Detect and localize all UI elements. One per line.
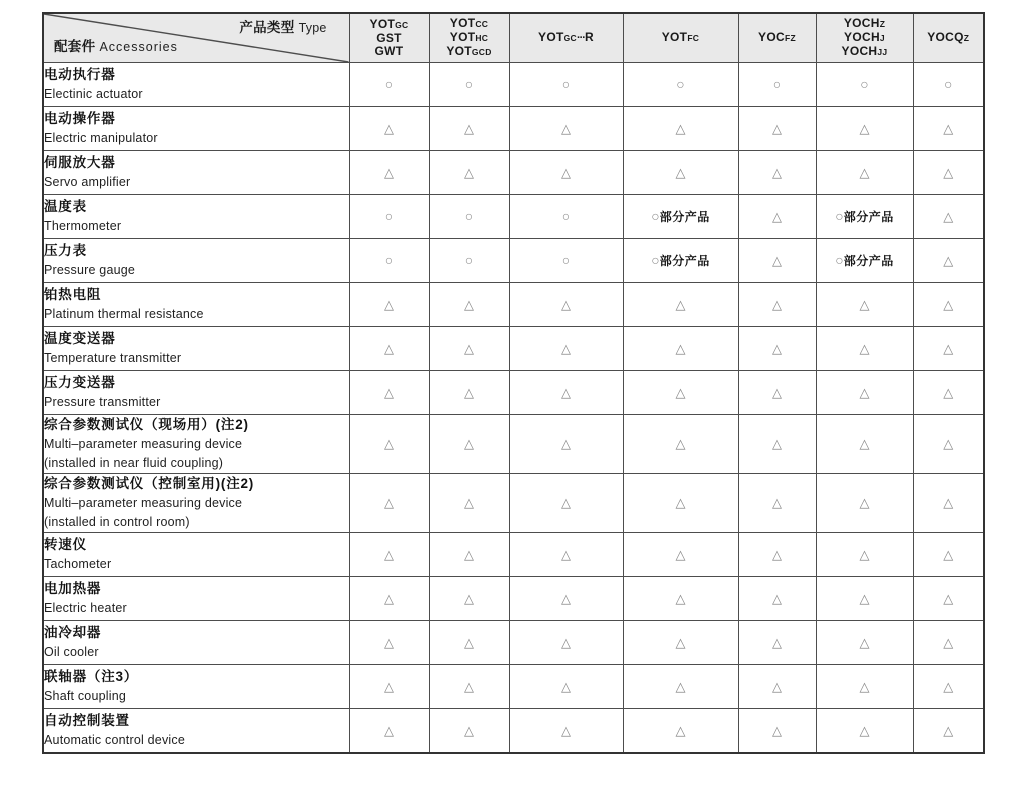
compatibility-cell xyxy=(816,107,913,151)
compatibility-cell xyxy=(913,327,984,371)
compatibility-cell xyxy=(913,371,984,415)
triangle-symbol: △ xyxy=(772,678,782,694)
compatibility-cell xyxy=(429,577,509,621)
accessories-zh: 配套件 xyxy=(54,39,96,54)
compatibility-cell xyxy=(349,63,429,107)
triangle-symbol: △ xyxy=(859,634,870,650)
column-header-yot-gc-gst-gwt: YOTGC GST GWT xyxy=(349,13,429,63)
table-row xyxy=(43,577,984,621)
triangle-symbol: △ xyxy=(859,722,870,738)
triangle-symbol: △ xyxy=(384,722,394,738)
compatibility-cell xyxy=(816,533,913,577)
table-row xyxy=(43,151,984,195)
partial-products-label: 部分产品 xyxy=(843,209,894,224)
row-label-zh: 联轴器（注3） xyxy=(44,669,139,684)
triangle-symbol: △ xyxy=(675,678,686,694)
compatibility-cell xyxy=(509,151,623,195)
compatibility-cell xyxy=(429,239,509,283)
triangle-symbol: △ xyxy=(561,590,571,606)
accessories-en: Accessories xyxy=(99,40,178,54)
compatibility-cell xyxy=(429,709,509,753)
compatibility-cell xyxy=(913,63,984,107)
table-row xyxy=(43,709,984,753)
triangle-symbol: △ xyxy=(675,164,686,180)
compatibility-cell xyxy=(349,709,429,753)
compatibility-cell xyxy=(738,239,816,283)
triangle-symbol: △ xyxy=(384,296,394,312)
triangle-symbol: △ xyxy=(464,120,474,136)
compatibility-cell xyxy=(913,107,984,151)
row-label-en: Temperature transmitter xyxy=(44,351,182,365)
column-header-yot-fc: YOTFC xyxy=(623,13,738,63)
triangle-symbol: △ xyxy=(464,296,474,312)
column-header-yot-cc-hc-gcd: YOTCC YOTHC YOTGCD xyxy=(429,13,509,63)
row-label-zh: 伺服放大器 xyxy=(44,155,116,170)
compatibility-cell xyxy=(509,577,623,621)
circle-symbol: ○ xyxy=(944,76,953,93)
compatibility-cell xyxy=(623,195,738,239)
row-label-en: Electric manipulator xyxy=(44,131,158,145)
table-row xyxy=(43,107,984,151)
triangle-symbol: △ xyxy=(675,296,686,312)
circle-symbol: ○ xyxy=(561,76,571,93)
triangle-symbol: △ xyxy=(675,120,686,136)
row-label-zh: 温度表 xyxy=(44,199,87,214)
partial-products-label: 部分产品 xyxy=(659,209,710,224)
compatibility-cell xyxy=(349,151,429,195)
compatibility-cell xyxy=(816,239,913,283)
diagonal-corner-cell xyxy=(43,13,349,63)
product-type-zh: 产品类型 xyxy=(239,20,295,35)
compatibility-cell xyxy=(816,474,913,533)
compatibility-cell xyxy=(349,195,429,239)
triangle-symbol: △ xyxy=(772,384,782,400)
triangle-symbol: △ xyxy=(772,252,782,268)
triangle-symbol: △ xyxy=(943,722,954,738)
triangle-symbol: △ xyxy=(943,340,954,356)
column-header-yoc-fz: YOCFZ xyxy=(738,13,816,63)
triangle-symbol: △ xyxy=(561,495,571,511)
circle-symbol: ○ xyxy=(651,252,660,269)
compatibility-cell xyxy=(349,533,429,577)
compatibility-cell xyxy=(816,665,913,709)
compatibility-cell xyxy=(816,283,913,327)
compatibility-cell xyxy=(509,621,623,665)
triangle-symbol: △ xyxy=(943,252,954,268)
triangle-symbol: △ xyxy=(464,678,474,694)
triangle-symbol: △ xyxy=(772,590,782,606)
triangle-symbol: △ xyxy=(943,296,954,312)
row-label-zh: 温度变送器 xyxy=(44,331,116,346)
compatibility-cell xyxy=(509,107,623,151)
compatibility-cell xyxy=(349,577,429,621)
compatibility-cell xyxy=(623,327,738,371)
triangle-symbol: △ xyxy=(943,546,954,562)
circle-symbol: ○ xyxy=(860,76,869,93)
row-label-en: Electinic actuator xyxy=(44,87,143,101)
triangle-symbol: △ xyxy=(772,546,782,562)
row-label-zh: 电加热器 xyxy=(44,581,102,596)
compatibility-cell xyxy=(429,107,509,151)
triangle-symbol: △ xyxy=(464,722,474,738)
row-label xyxy=(43,327,349,371)
compatibility-cell xyxy=(509,474,623,533)
triangle-symbol: △ xyxy=(943,634,954,650)
compatibility-cell xyxy=(349,665,429,709)
compatibility-cell xyxy=(816,63,913,107)
row-label-en: (installed in near fluid coupling) xyxy=(44,456,224,470)
row-label xyxy=(43,371,349,415)
circle-symbol: ○ xyxy=(561,252,571,269)
compatibility-cell xyxy=(623,239,738,283)
triangle-symbol: △ xyxy=(675,384,686,400)
row-label xyxy=(43,63,349,107)
triangle-symbol: △ xyxy=(675,436,686,452)
triangle-symbol: △ xyxy=(772,208,782,224)
row-label-zh: 油冷却器 xyxy=(44,625,102,640)
compatibility-cell xyxy=(349,107,429,151)
row-label xyxy=(43,195,349,239)
row-label xyxy=(43,415,349,474)
compatibility-cell xyxy=(738,283,816,327)
row-label xyxy=(43,665,349,709)
triangle-symbol: △ xyxy=(675,495,686,511)
row-label xyxy=(43,577,349,621)
compatibility-cell xyxy=(738,327,816,371)
triangle-symbol: △ xyxy=(561,546,571,562)
triangle-symbol: △ xyxy=(772,296,782,312)
compatibility-cell xyxy=(429,371,509,415)
triangle-symbol: △ xyxy=(464,384,474,400)
compatibility-cell xyxy=(623,533,738,577)
circle-symbol: ○ xyxy=(676,76,685,93)
triangle-symbol: △ xyxy=(561,120,571,136)
compatibility-cell xyxy=(429,195,509,239)
table-row xyxy=(43,533,984,577)
row-label-zh: 综合参数测试仪（控制室用)(注2) xyxy=(44,476,255,491)
row-label xyxy=(43,621,349,665)
compatibility-cell xyxy=(429,533,509,577)
triangle-symbol: △ xyxy=(561,722,571,738)
triangle-symbol: △ xyxy=(464,634,474,650)
triangle-symbol: △ xyxy=(384,546,394,562)
compatibility-cell xyxy=(738,151,816,195)
triangle-symbol: △ xyxy=(859,120,870,136)
circle-symbol: ○ xyxy=(464,252,474,269)
compatibility-cell xyxy=(816,371,913,415)
compatibility-cell xyxy=(738,415,816,474)
compatibility-cell xyxy=(623,107,738,151)
triangle-symbol: △ xyxy=(943,208,954,224)
row-label-en: Servo amplifier xyxy=(44,175,131,189)
compatibility-cell xyxy=(738,107,816,151)
compatibility-cell xyxy=(509,283,623,327)
table-row xyxy=(43,474,984,533)
triangle-symbol: △ xyxy=(675,634,686,650)
accessories-compatibility-table xyxy=(42,12,985,754)
compatibility-cell xyxy=(816,621,913,665)
compatibility-cell xyxy=(349,283,429,327)
compatibility-cell xyxy=(913,533,984,577)
triangle-symbol: △ xyxy=(675,590,686,606)
circle-symbol: ○ xyxy=(384,252,394,269)
triangle-symbol: △ xyxy=(384,590,394,606)
table-row xyxy=(43,195,984,239)
triangle-symbol: △ xyxy=(561,436,571,452)
triangle-symbol: △ xyxy=(943,678,954,694)
row-label-zh: 电动执行器 xyxy=(44,67,116,82)
triangle-symbol: △ xyxy=(772,164,782,180)
circle-symbol: ○ xyxy=(384,76,394,93)
table-row xyxy=(43,371,984,415)
compatibility-cell xyxy=(816,151,913,195)
triangle-symbol: △ xyxy=(384,120,394,136)
compatibility-cell xyxy=(429,327,509,371)
compatibility-cell xyxy=(509,533,623,577)
compatibility-cell xyxy=(816,415,913,474)
triangle-symbol: △ xyxy=(464,340,474,356)
triangle-symbol: △ xyxy=(561,296,571,312)
triangle-symbol: △ xyxy=(464,164,474,180)
triangle-symbol: △ xyxy=(561,340,571,356)
compatibility-cell xyxy=(509,63,623,107)
compatibility-cell xyxy=(429,474,509,533)
row-label-en: Multi–parameter measuring device xyxy=(44,437,243,451)
row-label-zh: 电动操作器 xyxy=(44,111,116,126)
row-label-zh: 铂热电阻 xyxy=(44,287,102,302)
compatibility-cell xyxy=(623,415,738,474)
compatibility-cell xyxy=(509,415,623,474)
triangle-symbol: △ xyxy=(772,722,782,738)
corner-label-accessories xyxy=(54,38,178,57)
row-label-en: Pressure transmitter xyxy=(44,395,161,409)
triangle-symbol: △ xyxy=(384,495,394,511)
compatibility-cell xyxy=(738,195,816,239)
compatibility-cell xyxy=(738,533,816,577)
row-label-en: Tachometer xyxy=(44,557,112,571)
circle-symbol: ○ xyxy=(464,208,474,225)
triangle-symbol: △ xyxy=(943,164,954,180)
triangle-symbol: △ xyxy=(384,678,394,694)
circle-symbol: ○ xyxy=(464,76,474,93)
column-header-yocq-z: YOCQZ xyxy=(913,13,984,63)
compatibility-cell xyxy=(429,665,509,709)
row-label xyxy=(43,151,349,195)
triangle-symbol: △ xyxy=(561,164,571,180)
circle-symbol: ○ xyxy=(835,208,844,225)
compatibility-cell xyxy=(349,371,429,415)
compatibility-cell xyxy=(349,474,429,533)
compatibility-cell xyxy=(816,577,913,621)
triangle-symbol: △ xyxy=(464,590,474,606)
row-label-zh: 压力变送器 xyxy=(44,375,116,390)
header-row xyxy=(43,13,984,63)
compatibility-cell xyxy=(913,151,984,195)
triangle-symbol: △ xyxy=(772,634,782,650)
column-header-yot-gc-r: YOTGC···R xyxy=(509,13,623,63)
compatibility-cell xyxy=(509,195,623,239)
triangle-symbol: △ xyxy=(859,296,870,312)
triangle-symbol: △ xyxy=(943,384,954,400)
triangle-symbol: △ xyxy=(464,436,474,452)
triangle-symbol: △ xyxy=(772,340,782,356)
compatibility-cell xyxy=(509,371,623,415)
triangle-symbol: △ xyxy=(561,384,571,400)
circle-symbol: ○ xyxy=(384,208,394,225)
compatibility-cell xyxy=(509,327,623,371)
triangle-symbol: △ xyxy=(384,340,394,356)
triangle-symbol: △ xyxy=(675,340,686,356)
compatibility-cell xyxy=(429,283,509,327)
compatibility-cell xyxy=(738,665,816,709)
compatibility-cell xyxy=(429,151,509,195)
compatibility-cell xyxy=(816,195,913,239)
row-label-en: Multi–parameter measuring device xyxy=(44,496,243,510)
compatibility-cell xyxy=(623,63,738,107)
row-label-en: Pressure gauge xyxy=(44,263,136,277)
compatibility-cell xyxy=(509,709,623,753)
table-row xyxy=(43,63,984,107)
compatibility-cell xyxy=(349,239,429,283)
triangle-symbol: △ xyxy=(384,436,394,452)
triangle-symbol: △ xyxy=(384,384,394,400)
row-label-zh: 转速仪 xyxy=(44,537,87,552)
row-label xyxy=(43,107,349,151)
table-row xyxy=(43,239,984,283)
compatibility-cell xyxy=(623,621,738,665)
row-label-en: (installed in control room) xyxy=(44,515,190,529)
row-label xyxy=(43,533,349,577)
triangle-symbol: △ xyxy=(464,495,474,511)
table-row xyxy=(43,665,984,709)
row-label-en: Shaft coupling xyxy=(44,689,127,703)
triangle-symbol: △ xyxy=(561,634,571,650)
compatibility-cell xyxy=(429,415,509,474)
row-label-en: Platinum thermal resistance xyxy=(44,307,204,321)
compatibility-cell xyxy=(913,709,984,753)
compatibility-cell xyxy=(913,474,984,533)
triangle-symbol: △ xyxy=(384,164,394,180)
triangle-symbol: △ xyxy=(772,120,782,136)
triangle-symbol: △ xyxy=(464,546,474,562)
triangle-symbol: △ xyxy=(943,495,954,511)
table-row xyxy=(43,415,984,474)
compatibility-cell xyxy=(623,665,738,709)
corner-label-product-type xyxy=(239,19,326,38)
compatibility-cell xyxy=(738,621,816,665)
triangle-symbol: △ xyxy=(859,678,870,694)
compatibility-cell xyxy=(738,577,816,621)
compatibility-cell xyxy=(816,327,913,371)
compatibility-cell xyxy=(349,415,429,474)
circle-symbol: ○ xyxy=(651,208,660,225)
triangle-symbol: △ xyxy=(859,546,870,562)
table-row xyxy=(43,621,984,665)
compatibility-cell xyxy=(349,621,429,665)
compatibility-cell xyxy=(623,577,738,621)
compatibility-cell xyxy=(429,63,509,107)
row-label xyxy=(43,709,349,753)
triangle-symbol: △ xyxy=(859,164,870,180)
circle-symbol: ○ xyxy=(835,252,844,269)
compatibility-cell xyxy=(429,621,509,665)
triangle-symbol: △ xyxy=(561,678,571,694)
compatibility-cell xyxy=(623,709,738,753)
compatibility-cell xyxy=(913,665,984,709)
triangle-symbol: △ xyxy=(859,590,870,606)
compatibility-cell xyxy=(623,151,738,195)
compatibility-cell xyxy=(623,371,738,415)
compatibility-cell xyxy=(738,474,816,533)
compatibility-cell xyxy=(738,63,816,107)
triangle-symbol: △ xyxy=(859,340,870,356)
triangle-symbol: △ xyxy=(943,436,954,452)
triangle-symbol: △ xyxy=(943,120,954,136)
row-label-en: Oil cooler xyxy=(44,645,99,659)
compatibility-cell xyxy=(816,709,913,753)
compatibility-cell xyxy=(509,665,623,709)
row-label xyxy=(43,239,349,283)
triangle-symbol: △ xyxy=(772,495,782,511)
row-label-en: Automatic control device xyxy=(44,732,185,747)
compatibility-cell xyxy=(913,283,984,327)
triangle-symbol: △ xyxy=(675,546,686,562)
partial-products-label: 部分产品 xyxy=(843,253,894,268)
triangle-symbol: △ xyxy=(675,722,686,738)
row-label-zh: 自动控制装置 xyxy=(44,712,130,728)
table-row xyxy=(43,283,984,327)
circle-symbol: ○ xyxy=(772,76,782,93)
compatibility-cell xyxy=(913,195,984,239)
row-label-zh: 压力表 xyxy=(44,243,87,258)
row-label xyxy=(43,283,349,327)
column-header-yoch-z-j-jj: YOCHZ YOCHJ YOCHJJ xyxy=(816,13,913,63)
circle-symbol: ○ xyxy=(561,208,571,225)
compatibility-cell xyxy=(738,709,816,753)
compatibility-cell xyxy=(623,474,738,533)
triangle-symbol: △ xyxy=(859,384,870,400)
triangle-symbol: △ xyxy=(384,634,394,650)
compatibility-cell xyxy=(623,283,738,327)
row-label xyxy=(43,474,349,533)
compatibility-cell xyxy=(913,577,984,621)
product-type-en: Type xyxy=(298,21,327,35)
compatibility-cell xyxy=(509,239,623,283)
row-label-en: Thermometer xyxy=(44,219,122,233)
compatibility-cell xyxy=(349,327,429,371)
compatibility-cell xyxy=(913,415,984,474)
row-label-zh: 综合参数测试仪（现场用）(注2) xyxy=(44,417,249,432)
triangle-symbol: △ xyxy=(859,436,870,452)
compatibility-cell xyxy=(738,371,816,415)
row-label-en: Electric heater xyxy=(44,601,127,615)
partial-products-label: 部分产品 xyxy=(659,253,710,268)
triangle-symbol: △ xyxy=(772,436,782,452)
triangle-symbol: △ xyxy=(859,495,870,511)
compatibility-cell xyxy=(913,239,984,283)
triangle-symbol: △ xyxy=(943,590,954,606)
compatibility-cell xyxy=(913,621,984,665)
table-row xyxy=(43,327,984,371)
